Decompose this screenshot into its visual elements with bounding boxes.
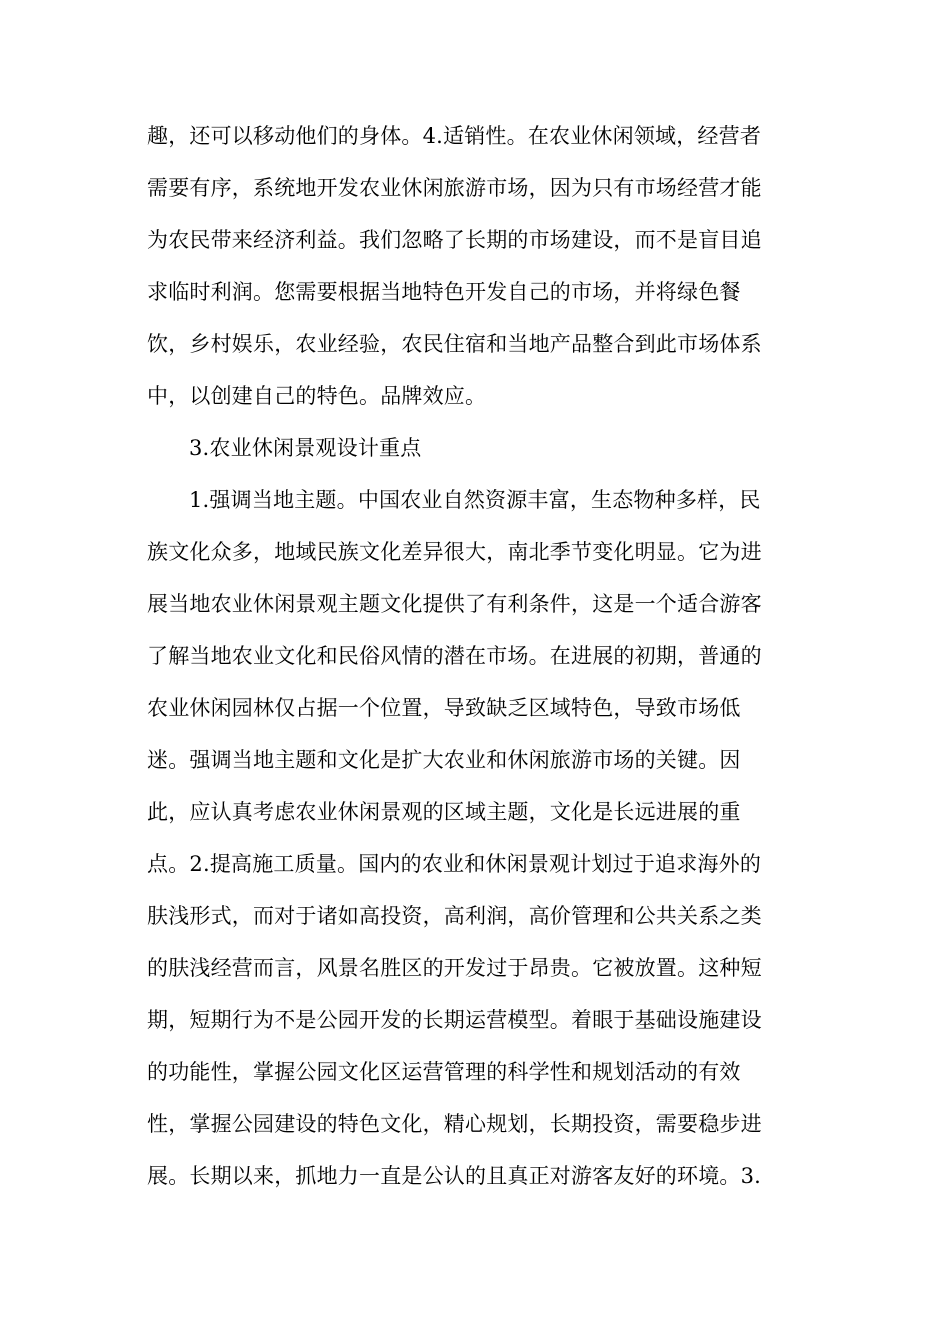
text-line: 展。长期以来，抓地力一直是公认的且真正对游客友好的环境。3. [147, 1164, 762, 1188]
text-line: 了解当地农业文化和民俗风情的潜在市场。在进展的初期，普通的 [147, 644, 762, 668]
text-line: 饮，乡村娱乐，农业经验，农民住宿和当地产品整合到此市场体系 [147, 332, 762, 356]
text-line: 迷。强调当地主题和文化是扩大农业和休闲旅游市场的关键。因 [147, 748, 741, 772]
text-line: 此，应认真考虑农业休闲景观的区域主题，文化是长远进展的重 [147, 800, 741, 824]
text-line: 中，以创建自己的特色。品牌效应。 [147, 384, 487, 408]
text-line: 展当地农业休闲景观主题文化提供了有利条件，这是一个适合游客 [147, 592, 762, 616]
text-line: 求临时利润。您需要根据当地特色开发自己的市场，并将绿色餐 [147, 280, 741, 304]
text-line: 为农民带来经济利益。我们忽略了长期的市场建设，而不是盲目追 [147, 228, 762, 252]
text-line: 趣，还可以移动他们的身体。4.适销性。在农业休闲领域，经营者 [147, 124, 762, 148]
text-line: 的肤浅经营而言，风景名胜区的开发过于昂贵。它被放置。这种短 [147, 956, 762, 980]
text-line: 性，掌握公园建设的特色文化，精心规划，长期投资，需要稳步进 [147, 1112, 762, 1136]
text-line: 需要有序，系统地开发农业休闲旅游市场，因为只有市场经营才能 [147, 176, 762, 200]
text-line: 肤浅形式，而对于诸如高投资，高利润，高价管理和公共关系之类 [147, 904, 762, 928]
text-line: 的功能性，掌握公园文化区运营管理的科学性和规划活动的有效 [147, 1060, 741, 1084]
text-line: 农业休闲园林仅占据一个位置，导致缺乏区域特色，导致市场低 [147, 696, 741, 720]
text-line: 族文化众多，地域民族文化差异很大，南北季节变化明显。它为进 [147, 540, 762, 564]
section-heading: 3.农业休闲景观设计重点 [189, 436, 422, 460]
text-line: 点。2.提高施工质量。国内的农业和休闲景观计划过于追求海外的 [147, 852, 762, 876]
text-line: 期，短期行为不是公园开发的长期运营模型。着眼于基础设施建设 [147, 1008, 762, 1032]
text-line: 1.强调当地主题。中国农业自然资源丰富，生态物种多样，民 [189, 488, 761, 512]
